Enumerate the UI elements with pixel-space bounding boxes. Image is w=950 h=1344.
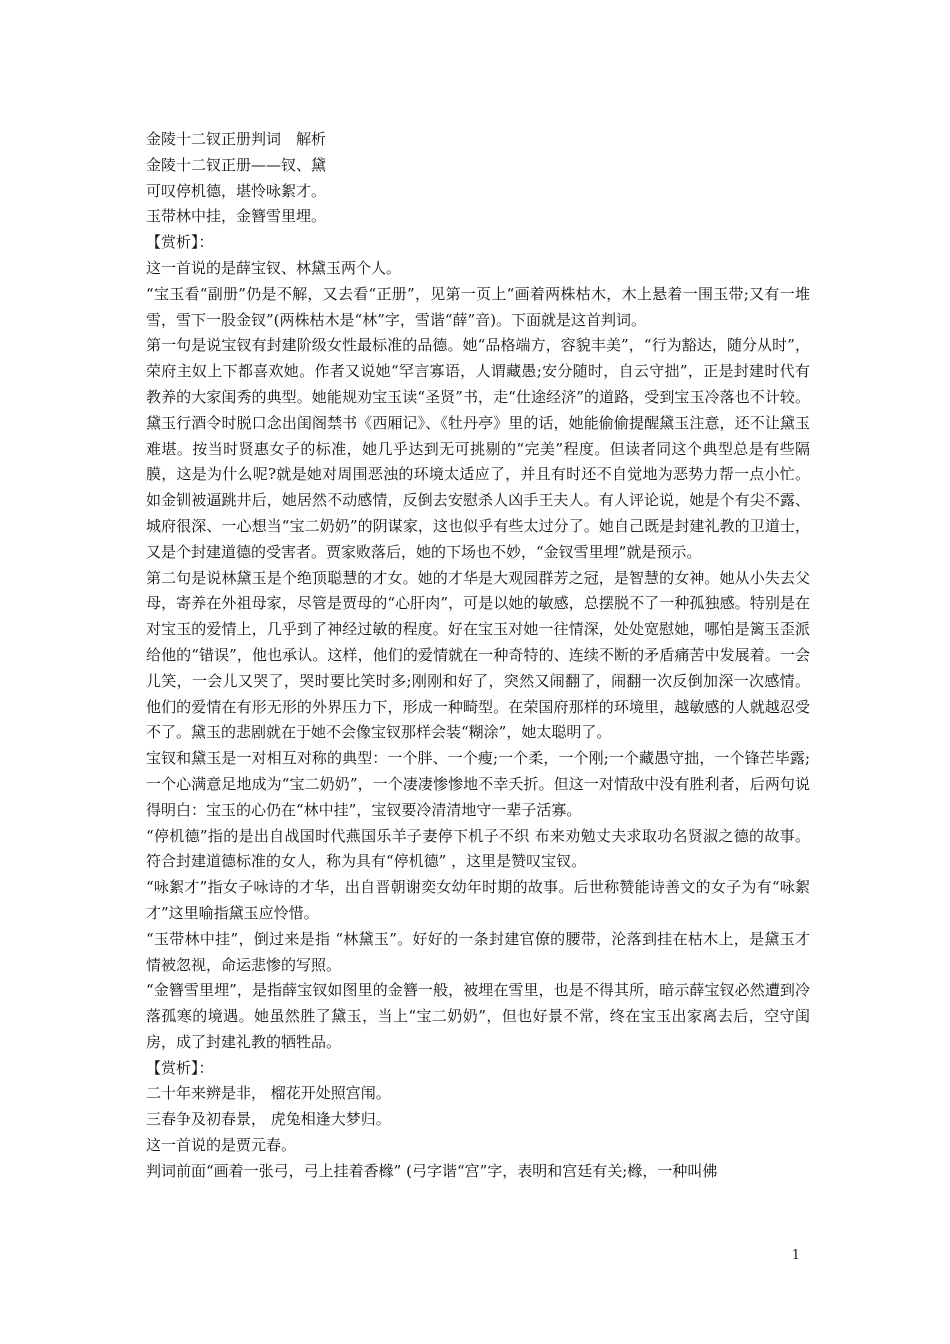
paragraph-tingjide: “停机德”指的是出自战国时代燕国乐羊子妻停下机子不织 布来劝勉丈夫求取功名贤淑之德的故事。符合封建道德标准的女人，称为具有“停机德” ，这里是赞叹宝钗。	[146, 826, 810, 871]
paragraph-yongxucai: “咏絮才”指女子咏诗的才华，出自晋朝谢奕女幼年时期的故事。后世称赞能诗善文的女子为有“咏絮才”这里喻指黛玉应怜惜。	[146, 878, 810, 922]
paragraph-baochai: 第一句是说宝钗有封建阶级女性最标准的品德。她“品格端方，容貌丰美”，“行为豁达，随分从时”，荣府主奴上下都喜欢她。作者又说她“罕言寡语，人谓藏愚;安分随时，自云守拙”，正是封建时代有教养的大家闺秀的典型。她能规劝宝玉读“圣贤”书，走“仕途经济”的道路，受到宝玉冷落也不计较。黛玉行酒令时脱口念出闺阁禁书《西厢记》、《牡丹亭》里的话，她能偷偷提醒黛玉注意，还不让黛玉难堪。按当时贤惠女子的标准，她几乎达到无可挑剔的“完美”程度。但读者同这个典型总是有些隔膜，这是为什么呢?就是她对周围恶浊的环境太适应了，并且有时还不自觉地为恶势力帮一点小忙。如金钏被逼跳井后，她居然不动感情，反倒去安慰杀人凶手王夫人。有人评论说，她是个有尖不露、城府很深、一心想当“宝二奶奶”的阴谋家，这也似乎有些太过分了。她自己既是封建礼教的卫道士，又是个封建道德的受害者。贾家败落后，她的下场也不妙，“金钗雪里埋”就是预示。	[146, 336, 810, 561]
paragraph-intro: 这一首说的是薛宝钗、林黛玉两个人。	[146, 258, 402, 277]
doc-title: 金陵十二钗正册判词 解析	[146, 130, 327, 148]
appreciation-label-2: 【赏析】：	[146, 1058, 214, 1077]
page-number: 1	[791, 1248, 800, 1263]
appreciation-label: 【赏析】：	[146, 233, 214, 252]
poem2-line-2: 三春争及初春景， 虎兔相逢大梦归。	[146, 1110, 391, 1129]
paragraph-register: “宝玉看“副册”仍是不解，又去看“正册”，见第一页上“画着两株枯木，木上悬着一围玉带;又有一堆雪，雪下一股金钗”(两株枯木是“林”字，雪谐“薛”音)。下面就是这首判词。	[146, 284, 810, 329]
paragraph-yudai: “玉带林中挂”，倒过来是指 “林黛玉”。好好的一条封建官僚的腰带，沦落到挂在枯木上，是黛玉才情被忽视，命运悲惨的写照。	[146, 929, 810, 974]
poem2-line-1: 二十年来辨是非， 榴花开处照宫闱。	[146, 1084, 391, 1103]
section-heading: 金陵十二钗正册——钗、黛	[146, 155, 327, 174]
paragraph-bow: 判词前面“画着一张弓，弓上挂着香橼” (弓字谐“宫”字，表明和宫廷有关;橼，一种叫佛	[146, 1161, 718, 1180]
paragraph-comparison: 宝钗和黛玉是一对相互对称的典型：一个胖、一个瘦;一个柔，一个刚;一个藏愚守拙，一个锋芒毕露;一个心满意足地成为“宝二奶奶”，一个凄凄惨惨地不幸夭折。但这一对情敌中没有胜利者，后两句说得明白：宝玉的心仍在“林中挂”，宝钗要冷清清地守一辈子活寡。	[146, 749, 810, 819]
paragraph-daiyu: 第二句是说林黛玉是个绝顶聪慧的才女。她的才华是大观园群芳之冠，是智慧的女神。她从小失去父母，寄养在外祖母家，尽管是贾母的“心肝肉”，可是以她的敏感，总摆脱不了一种孤独感。特别是在对宝玉的爱情上，几乎到了神经过敏的程度。好在宝玉对她一往情深，处处宽慰她，哪怕是篱玉歪派给他的“错误”，他也承认。这样，他们的爱情就在一种奇特的、连续不断的矛盾痛苦中发展着。一会儿笑，一会儿又哭了，哭时要比笑时多;刚刚和好了，突然又闹翻了，闹翻一次反倒加深一次感情。他们的爱情在有形无形的外界压力下，形成一种畸型。在荣国府那样的环境里，越敏感的人就越忍受不了。黛玉的悲剧就在于她不会像宝钗那样会装“糊涂”，她太聪明了。	[146, 568, 810, 742]
poem-line-2: 玉带林中挂，金簪雪里埋。	[146, 207, 327, 226]
paragraph-yuanchun: 这一首说的是贾元春。	[146, 1136, 297, 1155]
document-body	[146, 127, 810, 1185]
paragraph-jinzan: “金簪雪里埋”，是指薛宝钗如图里的金簪一般，被埋在雪里，也是不得其所，暗示薛宝钗必然遭到冷落孤寒的境遇。她虽然胜了黛玉，当上“宝二奶奶”，但也好景不常，终在宝玉出家离去后，空守闺房，成了封建礼教的牺牲品。	[146, 981, 810, 1051]
poem-line-1: 可叹停机德，堪怜咏絮才。	[146, 181, 327, 200]
